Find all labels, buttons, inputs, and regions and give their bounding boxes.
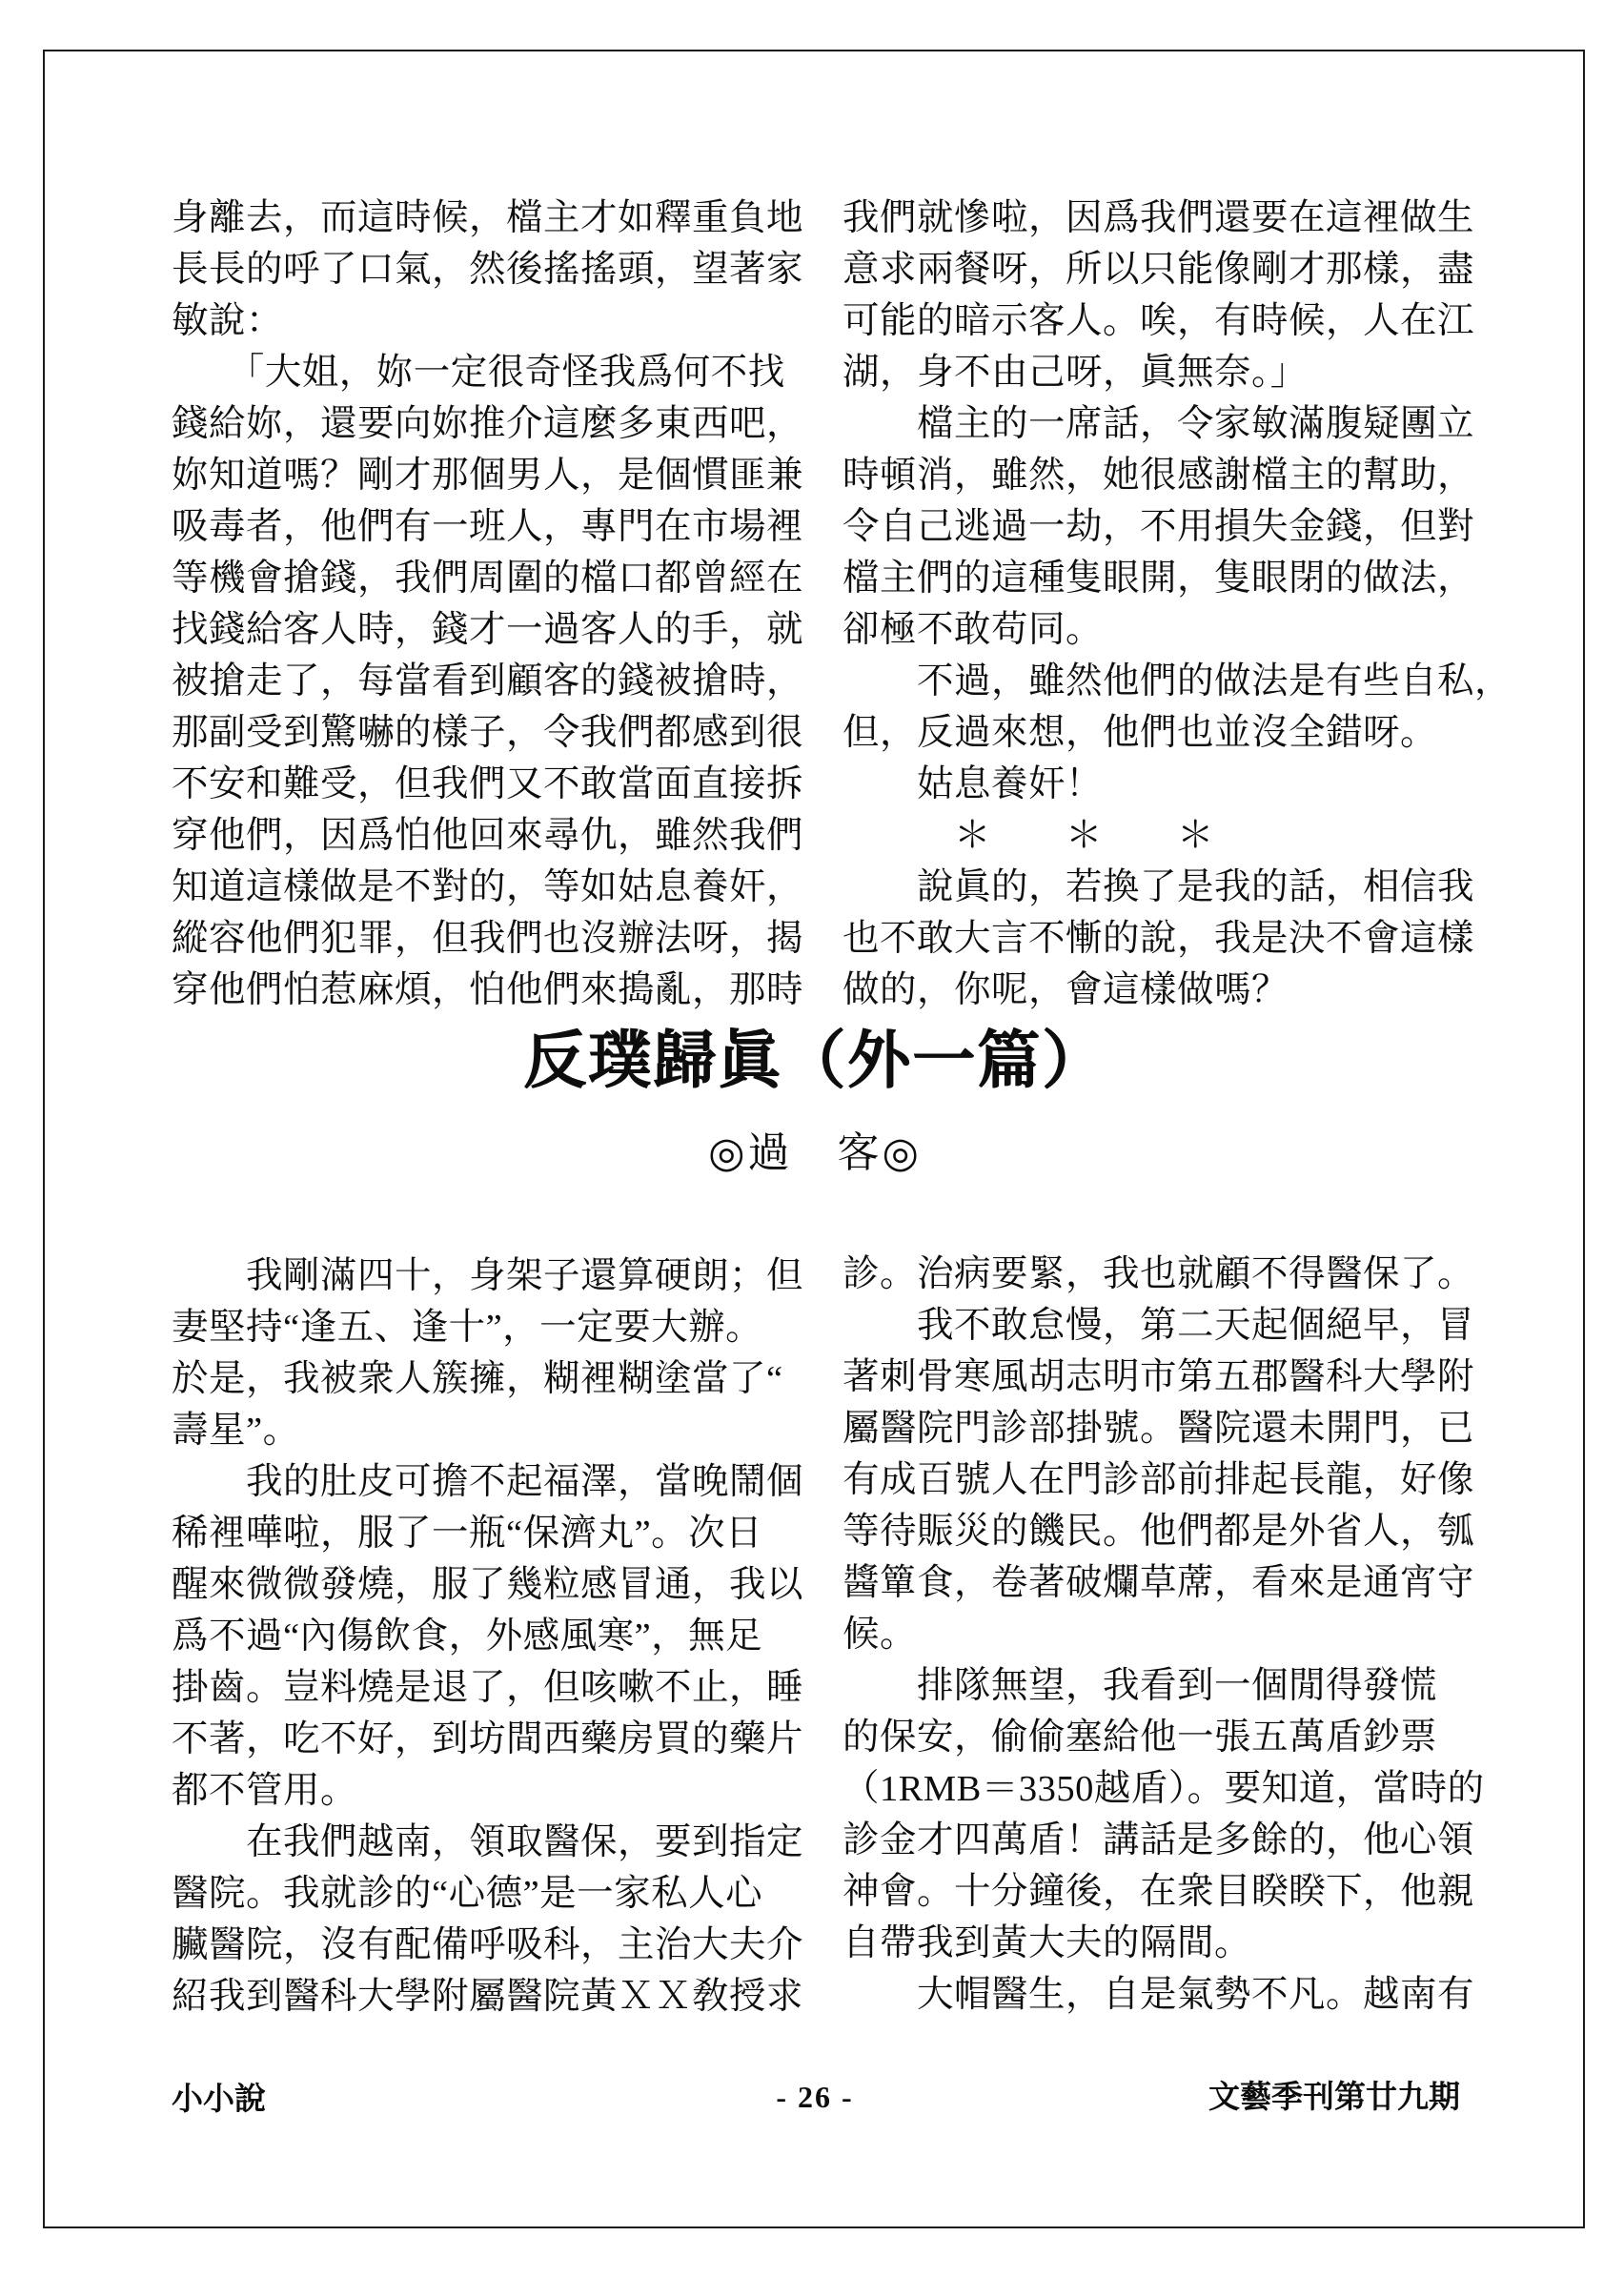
text-line: （1RMB＝3350越盾）。要知道，當時的 [842, 1769, 1485, 1809]
text-line: 找錢給客人時，錢才一過客人的手，就 [172, 610, 804, 650]
text-line: 稀裡嘩啦，服了一瓶“保濟丸”。次日 [172, 1514, 763, 1554]
text-line: 錢給妳，還要向妳推介這麼多東西吧， [172, 404, 804, 444]
text-line: 自帶我到黃大夫的隔間。 [842, 1923, 1252, 1963]
text-line: 的保安，偷偷塞給他一張五萬盾鈔票 [842, 1718, 1438, 1758]
text-line: 湖，身不由己呀，眞無奈。」 [842, 353, 1308, 393]
text-line: 我剛滿四十，身架子還算硬朗；但 [172, 1256, 804, 1296]
text-line: 不著，吃不好，到坊間西藥房買的藥片 [172, 1719, 804, 1759]
text-line: 診金才四萬盾！講話是多餘的，他心領 [842, 1820, 1475, 1860]
story-end-right-column [842, 193, 1512, 1016]
text-line: 在我們越南，領取醫保，要到指定 [172, 1822, 804, 1862]
text-line: 醫院。我就診的“心德”是一家私人心 [172, 1874, 763, 1914]
text-line: 我不敢怠慢，第二天起個絕早，冒 [842, 1306, 1475, 1346]
text-line: 診。治病要緊，我也就顧不得醫保了。 [842, 1254, 1475, 1294]
story-left-column [172, 1250, 802, 2023]
text-line: 醬簞食，卷著破爛草蓆，看來是通宵守 [842, 1563, 1475, 1603]
text-line: 那副受到驚嚇的樣子，令我們都感到很 [172, 713, 804, 753]
text-line: 於是，我被衆人簇擁，糊裡糊塗當了“ [172, 1359, 783, 1399]
text-line: 排隊無望，我看到一個閒得發慌 [842, 1666, 1438, 1706]
story-right-column [842, 1249, 1485, 2021]
text-line: 屬醫院門診部掛號。醫院還未開門，已 [842, 1409, 1475, 1449]
text-line: 令自己逃過一劫，不用損失金錢，但對 [842, 507, 1475, 547]
text-line: 等機會搶錢，我們周圍的檔口都曾經在 [172, 559, 804, 599]
text-line: 長長的呼了口氣，然後搖搖頭，望著家 [172, 250, 804, 290]
text-line: 不安和難受，但我們又不敢當面直接拆 [172, 764, 804, 804]
text-line: 姑息養奸！ [842, 764, 1104, 804]
text-line: ＊ ＊ ＊ [842, 816, 1215, 856]
text-line: 候。 [842, 1615, 918, 1655]
text-line: 醒來微微發燒，服了幾粒感冒通，我以 [172, 1565, 804, 1605]
text-line: 但，反過來想，他們也並沒全錯呀。 [842, 713, 1438, 753]
text-line: 臟醫院，沒有配備呼吸科，主治大夫介 [172, 1925, 804, 1965]
text-line: 有成百號人在門診部前排起長龍，好像 [842, 1460, 1475, 1500]
text-line: 我的肚皮可擔不起福澤，當晚鬧個 [172, 1462, 804, 1502]
text-line: 等待賑災的饑民。他們都是外省人，瓠 [842, 1512, 1475, 1552]
story-author: ◎過 客◎ [708, 1129, 922, 1176]
text-line: 「大姐，妳一定很奇怪我爲何不找 [172, 353, 785, 393]
text-line: 知道這樣做是不對的，等如姑息養奸， [172, 867, 804, 907]
text-line: 我們就慘啦，因爲我們還要在這裡做生 [842, 198, 1475, 238]
story-title: 反璞歸眞（外一篇） [523, 1027, 1106, 1096]
text-line: 妻堅持“逢五、逢十”，一定要大辦。 [172, 1308, 763, 1348]
footer-section-label: 小小說 [172, 2081, 266, 2116]
text-line: 都不管用。 [172, 1771, 358, 1811]
text-line: 爲不過“內傷飲食，外感風寒”，無足 [172, 1616, 763, 1657]
text-line: 神會。十分鐘後，在衆目睽睽下，他親 [842, 1872, 1475, 1912]
text-line: 敏說： [172, 301, 284, 341]
story-end-left-column [172, 193, 802, 1016]
footer-page-number: - 26 - [776, 2080, 854, 2114]
text-line: 著刺骨寒風胡志明市第五郡醫科大學附 [842, 1357, 1475, 1397]
text-line: 時頓消，雖然，她很感謝檔主的幫助， [842, 456, 1475, 496]
text-line: 做的，你呢，會這樣做嗎？ [842, 970, 1289, 1010]
footer-journal-label: 文藝季刊第廿九期 [1208, 2079, 1460, 2114]
text-line: 縱容他們犯罪，但我們也沒辦法呀，揭 [172, 919, 804, 959]
text-line: 意求兩餐呀，所以只能像剛才那樣，盡 [842, 250, 1475, 290]
text-line: 紹我到醫科大學附屬醫院黃ＸＸ敎授求 [172, 1977, 804, 2017]
text-line: 掛齒。豈料燒是退了，但咳嗽不止，睡 [172, 1668, 804, 1708]
text-line: 妳知道嗎？剛才那個男人，是個慣匪兼 [172, 456, 804, 496]
text-line: 說眞的，若換了是我的話，相信我 [842, 867, 1475, 907]
text-line: 壽星”。 [172, 1411, 300, 1451]
text-line: 身離去，而這時候，檔主才如釋重負地 [172, 198, 804, 238]
text-line: 可能的暗示客人。唉，有時候，人在江 [842, 301, 1475, 341]
text-line: 穿他們，因爲怕他回來尋仇，雖然我們 [172, 816, 804, 856]
text-line: 檔主的一席話，令家敏滿腹疑團立 [842, 404, 1475, 444]
text-line: 穿他們怕惹麻煩，怕他們來搗亂，那時 [172, 970, 804, 1010]
text-line: 被搶走了，每當看到顧客的錢被搶時， [172, 661, 804, 701]
text-line: 卻極不敢苟同。 [842, 610, 1104, 650]
text-line: 也不敢大言不慚的說，我是決不會這樣 [842, 919, 1475, 959]
text-line: 檔主們的這種隻眼開，隻眼閉的做法， [842, 559, 1475, 599]
text-line: 不過，雖然他們的做法是有些自私， [842, 661, 1512, 701]
text-line: 吸毒者，他們有一班人，專門在市場裡 [172, 507, 804, 547]
text-line: 大帽醫生，自是氣勢不凡。越南有 [842, 1975, 1475, 2015]
